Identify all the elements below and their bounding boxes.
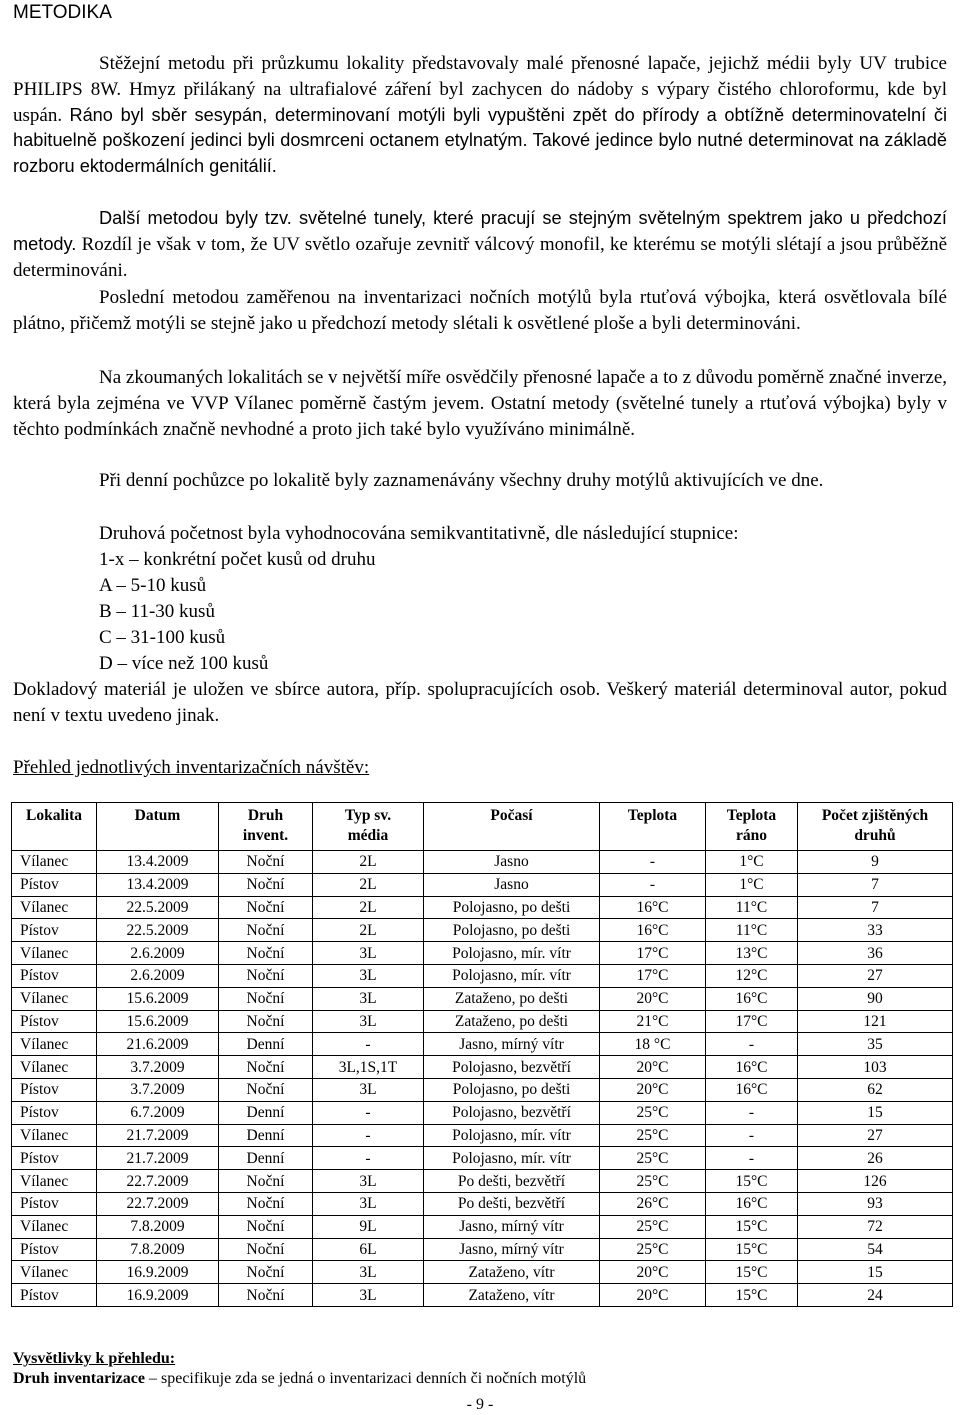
legend-definition: – specifikuje zda se jedná o inventarizaci denních či nočních motýlů (148, 1370, 587, 1387)
table-row (12, 1238, 953, 1261)
table-cell: 90 (798, 987, 953, 1010)
table-cell: 24 (798, 1284, 953, 1307)
table-cell: Noční (219, 1078, 313, 1101)
table-cell: Vílanec (12, 1261, 97, 1284)
table-cell: 16°C (600, 919, 706, 942)
paragraph-text: Ostatní metody (světelné tunely a rtuťová výbojka) byly v těchto podmínkách značně nevhodné a proto jich také bylo využíváno minimálně. (13, 392, 948, 440)
table-cell: 2.6.2009 (97, 942, 219, 965)
table-cell: 126 (798, 1170, 953, 1193)
header-line: Teplota (726, 807, 777, 824)
table-cell: Polojasno, bezvětří (424, 1056, 600, 1079)
table-cell: 3.7.2009 (97, 1056, 219, 1079)
table-cell: Polojasno, mír. vítr (424, 1147, 600, 1170)
table-cell: 3L (313, 1261, 424, 1284)
table-cell: Zataženo, po dešti (424, 1010, 600, 1033)
column-header (600, 803, 706, 851)
table-cell: Zataženo, vítr (424, 1261, 600, 1284)
table-cell: Polojasno, mír. vítr (424, 964, 600, 987)
table-cell: Vílanec (12, 851, 97, 874)
table-cell: 20°C (600, 1078, 706, 1101)
table-cell: 16°C (706, 1056, 798, 1079)
paragraph-evaluation (13, 365, 947, 442)
table-cell: 20°C (600, 1261, 706, 1284)
paragraph-mercury-lamp: Poslední metodou zaměřenou na inventarizaci nočních motýlů byla rtuťová výbojka, která osvětlovala bílé plátno, přičemž motýli se stejně jako u předchozí metody slétali k osvětlené ploše a byli determinováni. (13, 287, 947, 334)
header-line: Počasí (490, 807, 533, 824)
table-cell: Noční (219, 1215, 313, 1238)
legend-title: Vysvětlivky k přehledu: (13, 1350, 176, 1367)
table-cell: 13.4.2009 (97, 873, 219, 896)
table-row (12, 851, 953, 874)
table-cell: 2L (313, 896, 424, 919)
table-row (12, 1078, 953, 1101)
table-cell: Noční (219, 1056, 313, 1079)
table-cell: Vílanec (12, 896, 97, 919)
table-row (12, 1170, 953, 1193)
table-cell: 2L (313, 919, 424, 942)
table-row (12, 1010, 953, 1033)
table-cell: 22.7.2009 (97, 1192, 219, 1215)
scale-item: C – 31-100 kusů (99, 627, 226, 648)
table-cell: 15°C (706, 1215, 798, 1238)
table-cell: 13°C (706, 942, 798, 965)
table-cell: - (313, 1147, 424, 1170)
table-cell: 3L (313, 1010, 424, 1033)
table-cell: 93 (798, 1192, 953, 1215)
table-cell: 18 °C (600, 1033, 706, 1056)
header-line: Typ sv. (344, 807, 392, 824)
table-cell: 3.7.2009 (97, 1078, 219, 1101)
paragraph-text: Stěžejní metodu při průzkumu lokality představovaly malé přenosné lapače, jejichž médii byly UV trubice PHILIPS 8W. Hmyz přilákaný na ultrafialové záření byl zachycen do nádoby s výpary čistého chloroformu, kde byl uspán. (13, 53, 947, 126)
table-cell: 16.9.2009 (97, 1261, 219, 1284)
column-header (424, 803, 600, 851)
table-cell: Polojasno, mír. vítr (424, 1124, 600, 1147)
table-cell: 21.7.2009 (97, 1124, 219, 1147)
table-cell: Polojasno, po dešti (424, 919, 600, 942)
table-cell: 15°C (706, 1284, 798, 1307)
table-cell: Polojasno, po dešti (424, 896, 600, 919)
table-row (12, 1261, 953, 1284)
table-cell: 16°C (706, 987, 798, 1010)
header-line: ráno (736, 827, 767, 844)
table-cell: 121 (798, 1010, 953, 1033)
table-cell: 103 (798, 1056, 953, 1079)
column-header (219, 803, 313, 851)
scale-item: A – 5-10 kusů (99, 575, 207, 596)
table-cell: 21°C (600, 1010, 706, 1033)
table-cell: Noční (219, 919, 313, 942)
table-cell: Jasno, mírný vítr (424, 1033, 600, 1056)
scale-item: D – více než 100 kusů (99, 653, 269, 674)
table-cell: Po dešti, bezvětří (424, 1192, 600, 1215)
table-cell: Jasno, mírný vítr (424, 1238, 600, 1261)
table-row (12, 1147, 953, 1170)
table-cell: 2.6.2009 (97, 964, 219, 987)
table-cell: 15°C (706, 1170, 798, 1193)
table-cell: 3L (313, 1192, 424, 1215)
table-row (12, 1215, 953, 1238)
table-cell: Zataženo, vítr (424, 1284, 600, 1307)
paragraph-light-tunnels (13, 206, 947, 283)
table-row (12, 919, 953, 942)
column-header (706, 803, 798, 851)
table-cell: Noční (219, 896, 313, 919)
section-heading: METODIKA (13, 2, 112, 23)
table-cell: Denní (219, 1033, 313, 1056)
table-cell: 3L (313, 1284, 424, 1307)
table-cell: Jasno (424, 851, 600, 874)
table-cell: - (313, 1101, 424, 1124)
table-cell: 20°C (600, 987, 706, 1010)
table-cell: Jasno, mírný vítr (424, 1215, 600, 1238)
table-cell: - (706, 1101, 798, 1124)
visits-table (11, 802, 953, 1307)
table-body (12, 851, 953, 1307)
table-cell: 25°C (600, 1215, 706, 1238)
paragraph-day-survey: Při denní pochůzce po lokalitě byly zaznamenávány všechny druhy motýlů aktivujících ve dne. (99, 470, 824, 491)
header-line: média (347, 827, 389, 844)
table-cell: - (600, 851, 706, 874)
table-cell: Noční (219, 987, 313, 1010)
table-cell: 6L (313, 1238, 424, 1261)
table-cell: 27 (798, 1124, 953, 1147)
table-cell: 25°C (600, 1170, 706, 1193)
header-line: invent. (242, 827, 289, 844)
paragraph-voucher-material: Dokladový materiál je uložen ve sbírce autora, příp. spolupracujících osob. Veškerý materiál determinoval autor, pokud není v textu uvedeno jinak. (13, 679, 947, 726)
table-cell: Noční (219, 1170, 313, 1193)
paragraph-text: Na zkoumaných lokalitách se v největší míře osvědčily přenosné lapače a to z důvodu poměrně značné inverze, která byla zejména ve VVP Vílanec poměrně častým jevem. (13, 367, 947, 414)
table-cell: 7 (798, 896, 953, 919)
table-cell: Vílanec (12, 1033, 97, 1056)
table-cell: Zataženo, po dešti (424, 987, 600, 1010)
table-cell: 33 (798, 919, 953, 942)
table-cell: Noční (219, 851, 313, 874)
table-cell: Noční (219, 1261, 313, 1284)
table-cell: 9L (313, 1215, 424, 1238)
table-cell: Pístov (12, 1192, 97, 1215)
header-line: Teplota (627, 807, 678, 824)
table-cell: Denní (219, 1101, 313, 1124)
table-cell: Pístov (12, 873, 97, 896)
table-cell: - (706, 1147, 798, 1170)
paragraph-text: Rozdíl je však v tom, že UV světlo ozařuje zevnitř válcový monofil, ke kterému se motýli slétají a jsou průběžně determinováni. (13, 233, 948, 281)
table-cell: 15°C (706, 1261, 798, 1284)
table-cell: 2L (313, 851, 424, 874)
table-cell: - (313, 1033, 424, 1056)
header-line: Druh (247, 807, 284, 824)
table-cell: 17°C (600, 964, 706, 987)
table-row (12, 1284, 953, 1307)
table-cell: Pístov (12, 1284, 97, 1307)
table-cell: 6.7.2009 (97, 1101, 219, 1124)
table-cell: 72 (798, 1215, 953, 1238)
overview-title: Přehled jednotlivých inventarizačních návštěv: (13, 757, 370, 778)
table-cell: 35 (798, 1033, 953, 1056)
table-cell: 15.6.2009 (97, 1010, 219, 1033)
table-cell: Noční (219, 1238, 313, 1261)
table-cell: 15 (798, 1261, 953, 1284)
table-cell: 27 (798, 964, 953, 987)
table-cell: 1°C (706, 873, 798, 896)
table-cell: 3L (313, 1170, 424, 1193)
paragraph-text: Ráno byl sběr sesypán, determinovaní motýli byli vypuštěni zpět do přírody a obtížně determinovatelní či habituelně poškození jedinci byli dosmrceni octanem etylnatým. Takové jedince bylo nutné determinovat na základě rozboru ektodermálních genitálií. (13, 104, 947, 177)
table-cell: Noční (219, 942, 313, 965)
table-cell: 2L (313, 873, 424, 896)
table-cell: 16°C (706, 1078, 798, 1101)
page-number: - 9 - (466, 1396, 494, 1413)
table-row (12, 1033, 953, 1056)
table-cell: 13.4.2009 (97, 851, 219, 874)
table-cell: Vílanec (12, 1124, 97, 1147)
table-cell: Noční (219, 1010, 313, 1033)
table-cell: 7.8.2009 (97, 1238, 219, 1261)
table-cell: 16.9.2009 (97, 1284, 219, 1307)
table-cell: 3L (313, 964, 424, 987)
table-row (12, 1124, 953, 1147)
table-cell: Vílanec (12, 1170, 97, 1193)
legend-term: Druh inventarizace (13, 1370, 145, 1387)
table-cell: - (706, 1033, 798, 1056)
scale-item: B – 11-30 kusů (99, 601, 215, 622)
table-cell: Pístov (12, 1101, 97, 1124)
table-cell: 7.8.2009 (97, 1215, 219, 1238)
table-cell: 16°C (706, 1192, 798, 1215)
table-cell: Vílanec (12, 1215, 97, 1238)
table-cell: 3L,1S,1T (313, 1056, 424, 1079)
table-row (12, 942, 953, 965)
scale-item: 1-x – konkrétní počet kusů od druhu (99, 549, 376, 570)
table-cell: 16°C (600, 896, 706, 919)
table-cell: 15.6.2009 (97, 987, 219, 1010)
table-cell: 26°C (600, 1192, 706, 1215)
table-cell: Pístov (12, 964, 97, 987)
table-header-row (12, 803, 953, 851)
table-row (12, 987, 953, 1010)
table-cell: 17°C (706, 1010, 798, 1033)
table-cell: - (600, 873, 706, 896)
table-cell: Polojasno, po dešti (424, 1078, 600, 1101)
table-cell: Denní (219, 1147, 313, 1170)
table-cell: 25°C (600, 1124, 706, 1147)
header-line: druhů (854, 827, 896, 844)
table-cell: 7 (798, 873, 953, 896)
paragraph-main-method (13, 51, 947, 180)
table-cell: 17°C (600, 942, 706, 965)
table-cell: Pístov (12, 919, 97, 942)
table-row (12, 1192, 953, 1215)
table-cell: 21.7.2009 (97, 1147, 219, 1170)
table-cell: 54 (798, 1238, 953, 1261)
table-cell: - (313, 1124, 424, 1147)
table-cell: Vílanec (12, 987, 97, 1010)
table-cell: 11°C (706, 896, 798, 919)
table-cell: 21.6.2009 (97, 1033, 219, 1056)
header-line: Počet zjištěných (821, 807, 929, 824)
table-row (12, 1056, 953, 1079)
table-cell: 26 (798, 1147, 953, 1170)
column-header (313, 803, 424, 851)
table-cell: 62 (798, 1078, 953, 1101)
table-cell: 22.5.2009 (97, 919, 219, 942)
table-cell: Po dešti, bezvětří (424, 1170, 600, 1193)
column-header (798, 803, 953, 851)
table-cell: 9 (798, 851, 953, 874)
table-cell: Pístov (12, 1078, 97, 1101)
table-cell: Vílanec (12, 1056, 97, 1079)
table-cell: 3L (313, 942, 424, 965)
table-cell: Pístov (12, 1147, 97, 1170)
column-header (12, 803, 97, 851)
table-cell: - (706, 1124, 798, 1147)
table-cell: 11°C (706, 919, 798, 942)
table-row (12, 873, 953, 896)
table-cell: Pístov (12, 1010, 97, 1033)
table-cell: Noční (219, 964, 313, 987)
table-cell: Vílanec (12, 942, 97, 965)
table-cell: Pístov (12, 1238, 97, 1261)
table-cell: 20°C (600, 1056, 706, 1079)
table-cell: 25°C (600, 1238, 706, 1261)
table-cell: Jasno (424, 873, 600, 896)
table-cell: 12°C (706, 964, 798, 987)
table-cell: 3L (313, 1078, 424, 1101)
table-cell: Noční (219, 1192, 313, 1215)
table-cell: 1°C (706, 851, 798, 874)
table-row (12, 964, 953, 987)
table-cell: 20°C (600, 1284, 706, 1307)
table-cell: 22.5.2009 (97, 896, 219, 919)
table-cell: 15 (798, 1101, 953, 1124)
table-cell: 3L (313, 987, 424, 1010)
table-cell: 25°C (600, 1101, 706, 1124)
table-cell: Polojasno, bezvětří (424, 1101, 600, 1124)
table-cell: 15°C (706, 1238, 798, 1261)
header-line: Datum (134, 807, 181, 824)
table-cell: Polojasno, mír. vítr (424, 942, 600, 965)
paragraph-abundance-scale: Druhová početnost byla vyhodnocována semikvantitativně, dle následující stupnice: (99, 523, 739, 544)
header-line: Lokalita (26, 807, 82, 824)
table-cell: Noční (219, 873, 313, 896)
table-row (12, 1101, 953, 1124)
legend-body (13, 1370, 586, 1388)
paragraph-text: Další metodou byly tzv. světelné tunely, které pracují se stejným světelným spektrem jako u předchozí metody. (13, 208, 947, 254)
table-cell: 25°C (600, 1147, 706, 1170)
table-row (12, 896, 953, 919)
table-cell: Noční (219, 1284, 313, 1307)
column-header (97, 803, 219, 851)
table-cell: Denní (219, 1124, 313, 1147)
table-cell: 22.7.2009 (97, 1170, 219, 1193)
table-cell: 36 (798, 942, 953, 965)
